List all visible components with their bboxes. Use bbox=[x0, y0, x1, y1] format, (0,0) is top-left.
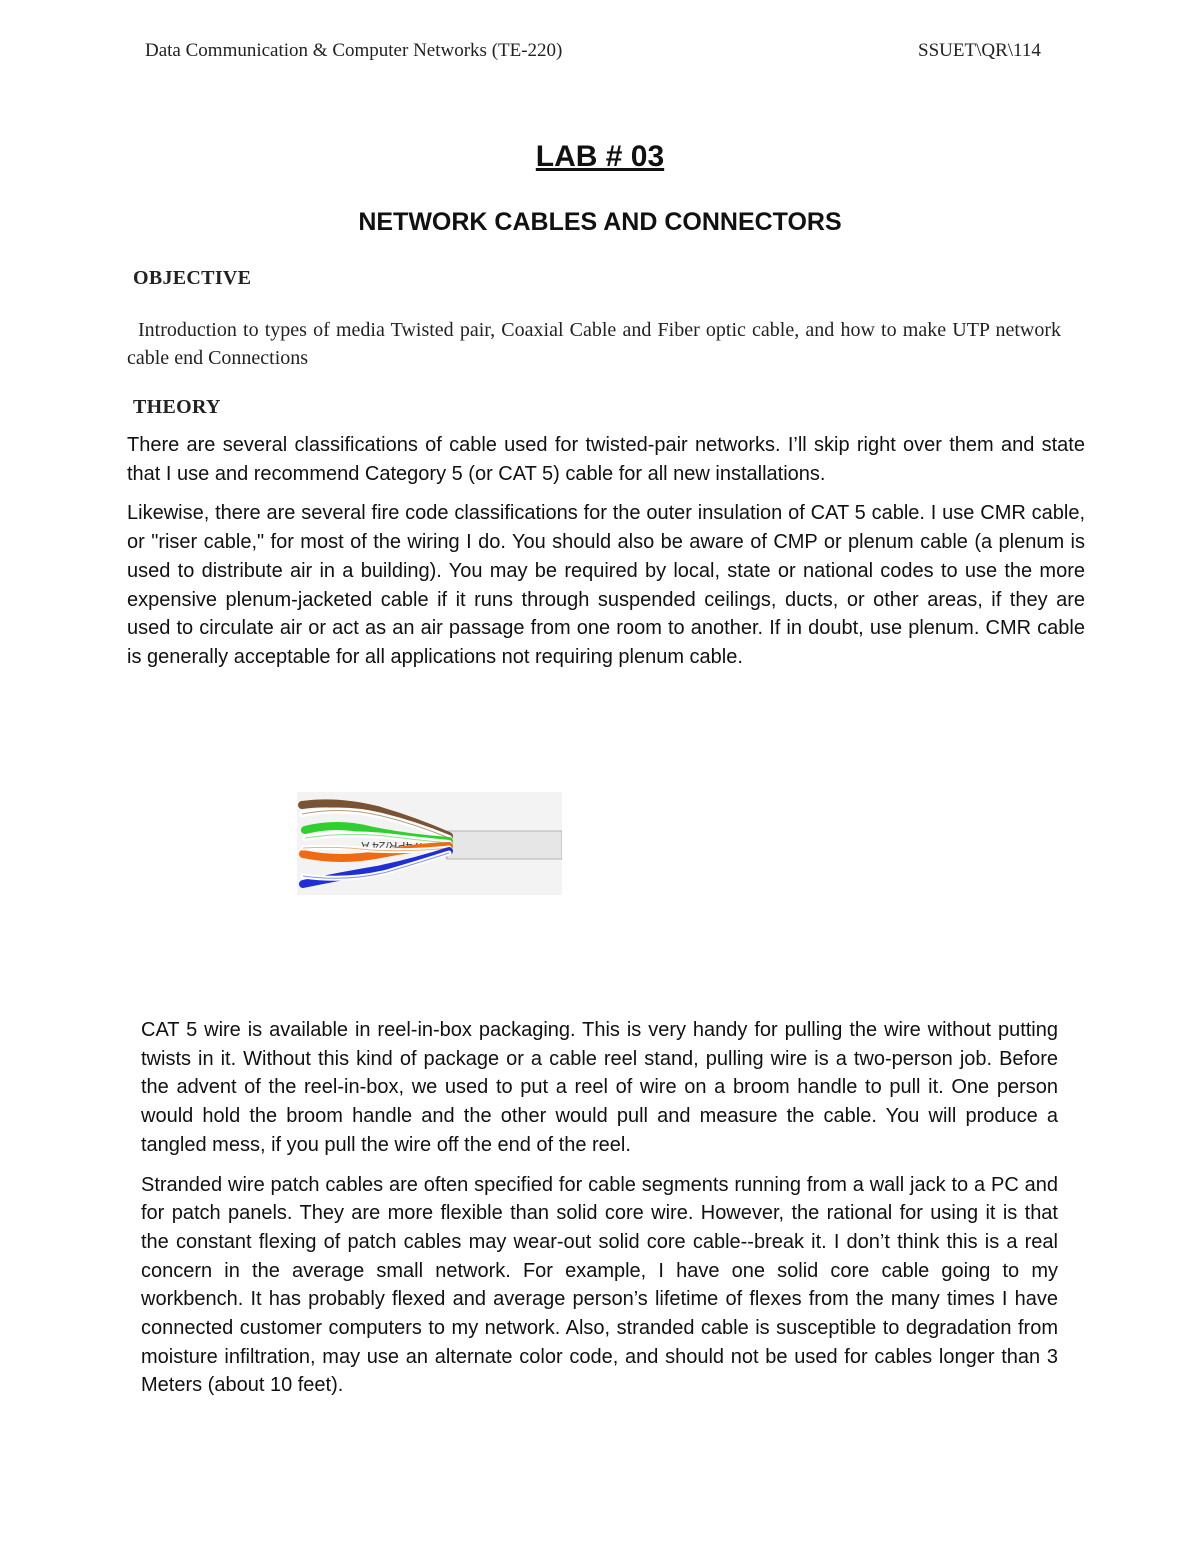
theory-body bbox=[127, 431, 1085, 672]
theory-paragraph-1: There are several classifications of cable used for twisted-pair networks. I’ll skip right over them and state that I use and recommend Category 5 (or CAT 5) cable for all new installations. bbox=[127, 434, 1085, 485]
objective-heading: OBJECTIVE bbox=[133, 267, 252, 289]
cat5-cable-illustration bbox=[297, 792, 562, 895]
cat5-body bbox=[141, 1016, 1058, 1400]
cat5-paragraph-1: CAT 5 wire is available in reel-in-box packaging. This is very handy for pulling the wire without putting twists in it. Without this kind of package or a cable reel stand, pulling wire is a two-person job. Before the advent of the reel-in-box, we used to put a reel of wire on a broom handle to pull it. One person would hold the broom handle and the other would pull and measure the cable. You will produce a tangled mess, if you pull the wire off the end of the reel. bbox=[141, 1019, 1058, 1156]
cat5-paragraph-2: Stranded wire patch cables are often specified for cable segments running from a wall jack to a PC and for patch panels. They are more flexible than solid core wire. However, the rational for using it is that the constant flexing of patch cables may wear-out solid core cable--break it. I don’t think this is a real concern in the average small network. For example, I have one solid core cable going to my workbench. It has probably flexed and average person’s lifetime of flexes from the many times I have connected customer computers to my network. Also, stranded cable is susceptible to degradation from moisture infiltration, may use an alternate color code, and should not be used for cables longer than 3 Meters (about 10 feet). bbox=[141, 1173, 1058, 1397]
main-title: NETWORK CABLES AND CONNECTORS bbox=[358, 208, 842, 236]
objective-text: Introduction to types of media Twisted pair, Coaxial Cable and Fiber optic cable, and how to make UTP network cable end Connections bbox=[127, 319, 1061, 369]
header-document-code: SSUET\QR\114 bbox=[918, 40, 1041, 61]
cable-jacket-print: ORY 5 4PR/24 A bbox=[361, 839, 451, 853]
theory-heading: THEORY bbox=[133, 396, 221, 418]
header-course: Data Communication & Computer Networks (TE-220) bbox=[145, 40, 563, 61]
theory-paragraph-2: Likewise, there are several fire code classifications for the outer insulation of CAT 5 cable. I use CMR cable, or "riser cable," for most of the wiring I do. You should also be aware of CMP or plenum cable (a plenum is used to distribute air in a building). You may be required by local, state or national codes to use the more expensive plenum-jacketed cable if it runs through suspended ceilings, ducts, or other areas, if they are used to circulate air or act as an air passage from one room to another. If in doubt, use plenum. CMR cable is generally acceptable for all applications not requiring plenum cable. bbox=[127, 502, 1085, 668]
cable-jacket bbox=[447, 831, 562, 859]
cat5-cable-figure bbox=[297, 792, 562, 895]
lab-title: LAB # 03 bbox=[535, 140, 665, 173]
